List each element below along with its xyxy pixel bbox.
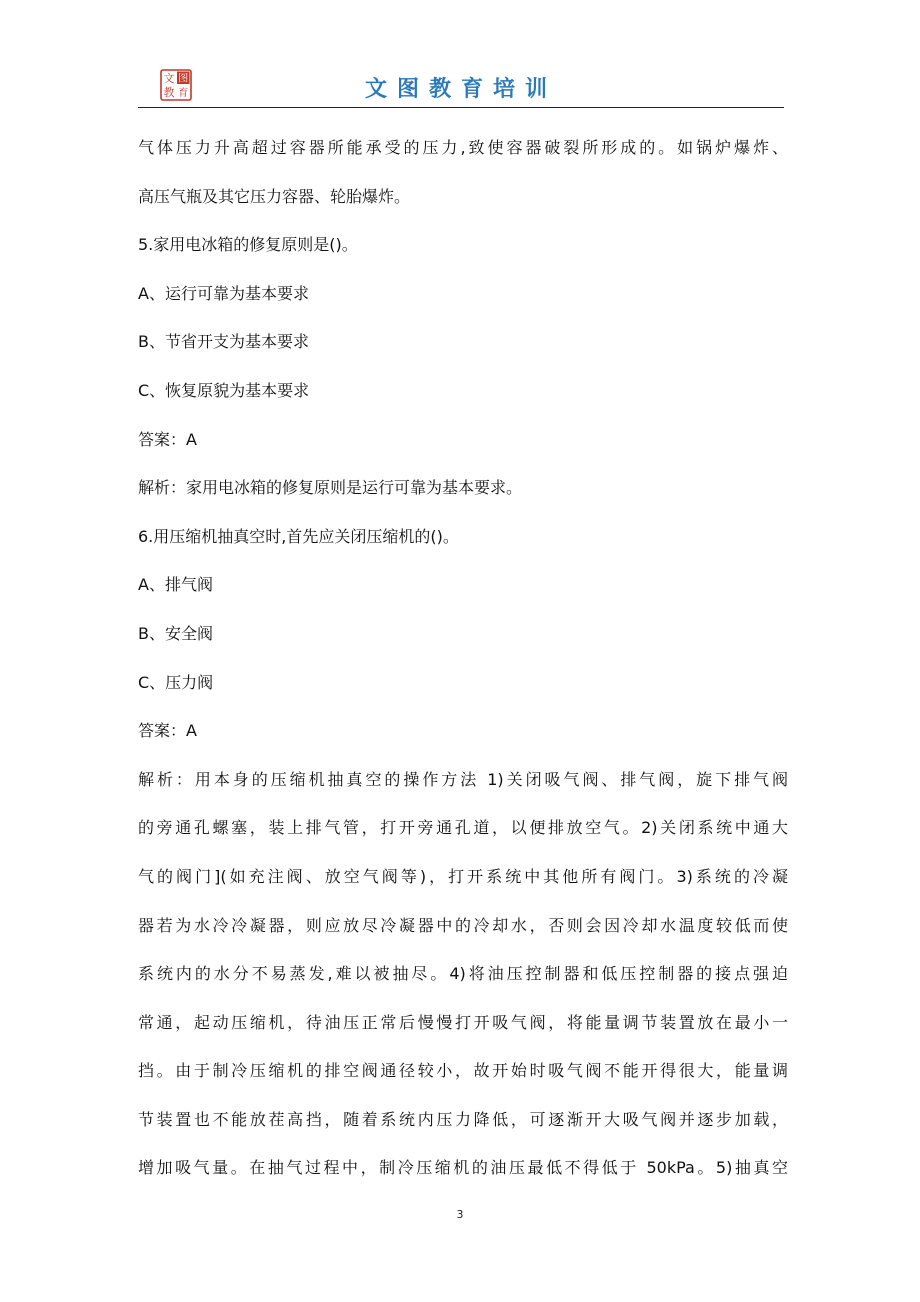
explanation-line: 的旁通孔螺塞，装上排气管，打开旁通孔道，以便排放空气。2)关闭系统中通大 (138, 818, 788, 838)
header-title: 文图教育培训 (364, 76, 557, 102)
explanation-line: 增加吸气量。在抽气过程中，制冷压缩机的油压最低不得低于 50kPa。5)抽真空 (138, 1158, 788, 1178)
option-a: A、排气阀 (138, 575, 213, 595)
logo-char-1: 图 (178, 73, 189, 85)
logo-char-2: 文 (163, 72, 175, 85)
explanation: 解析：家用电冰箱的修复原则是运行可靠为基本要求。 (138, 478, 523, 498)
option-c: C、恢复原貌为基本要求 (138, 380, 310, 400)
text-line: 高压气瓶及其它压力容器、轮胎爆炸。 (138, 186, 411, 206)
option-a: A、运行可靠为基本要求 (138, 283, 309, 303)
explanation-line: 节装置也不能放茬高挡，随着系统内压力降低，可逐渐开大吸气阀并逐步加载， (138, 1109, 788, 1129)
text-line: 气体压力升高超过容器所能承受的压力,致使容器破裂所形成的。如锅炉爆炸、 (138, 138, 788, 157)
explanation-line: 器若为水冷冷凝器，则应放尽冷凝器中的冷却水，否则会因冷却水温度较低而使 (138, 915, 788, 935)
page-header (138, 66, 784, 108)
option-b: B、安全阀 (138, 623, 213, 643)
header-divider (138, 107, 784, 108)
explanation-line: 气的阀门](如充注阀、放空气阀等)，打开系统中其他所有阀门。3)系统的冷凝 (138, 866, 788, 886)
page-number: 3 (456, 1208, 464, 1221)
explanation-line: 常通，起动压缩机，待油压正常后慢慢打开吸气阀，将能量调节装置放在最小一 (138, 1012, 788, 1032)
option-b: B、节省开支为基本要求 (138, 332, 309, 352)
question-5: 5.家用电冰箱的修复原则是()。 (138, 235, 358, 255)
option-c: C、压力阀 (138, 672, 214, 692)
logo-char-3: 育 (178, 88, 189, 99)
explanation: 解析：用本身的压缩机抽真空的操作方法 1)关闭吸气阀、排气阀，旋下排气阀 (138, 769, 788, 789)
answer: 答案：A (138, 721, 197, 741)
logo-char-4: 教 (163, 86, 175, 99)
explanation-line: 挡。由于制冷压缩机的排空阀通径较小，故开始时吸气阀不能开得很大，能量调 (138, 1061, 788, 1081)
document-body (138, 124, 788, 1193)
question-6: 6.用压缩机抽真空时,首先应关闭压缩机的()。 (138, 526, 459, 546)
explanation-line: 系统内的水分不易蒸发,难以被抽尽。4)将油压控制器和低压控制器的接点强迫 (138, 964, 788, 984)
answer: 答案：A (138, 429, 197, 449)
